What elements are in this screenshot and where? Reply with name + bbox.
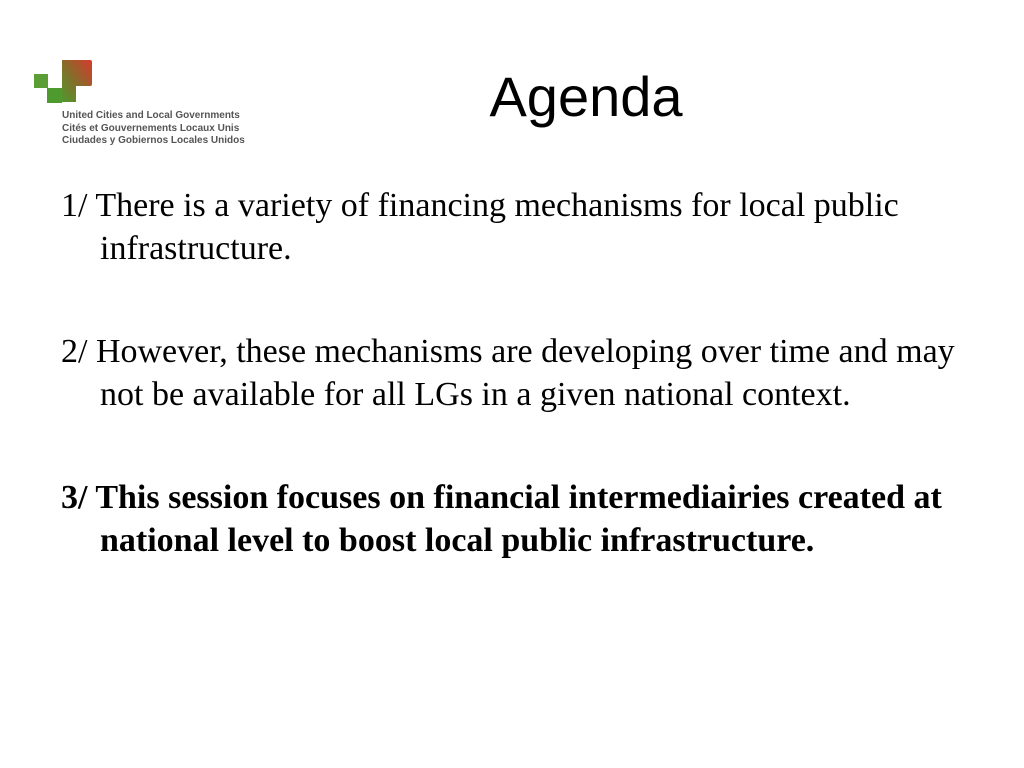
uclg-logo-mark (34, 58, 94, 106)
slide-title: Agenda (489, 65, 683, 128)
logo-line-french: Cités et Gouvernements Locaux Unis (62, 122, 240, 134)
agenda-list (61, 184, 961, 622)
agenda-item-2: 2/ However, these mechanisms are developing over time and may not be available for all LGs in a given national context. (61, 333, 955, 413)
logo-line-spanish: Ciudades y Gobiernos Locales Unidos (62, 135, 245, 146)
uclg-logo (34, 58, 264, 154)
uclg-logo-text (62, 110, 245, 148)
agenda-item-3: 3/ This session focuses on financial intermediairies created at national level to boost local public infrastructure. (61, 479, 942, 559)
logo-line-english: United Cities and Local Governments (62, 110, 240, 121)
agenda-item-1: 1/ There is a variety of financing mechanisms for local public infrastructure. (61, 187, 899, 267)
